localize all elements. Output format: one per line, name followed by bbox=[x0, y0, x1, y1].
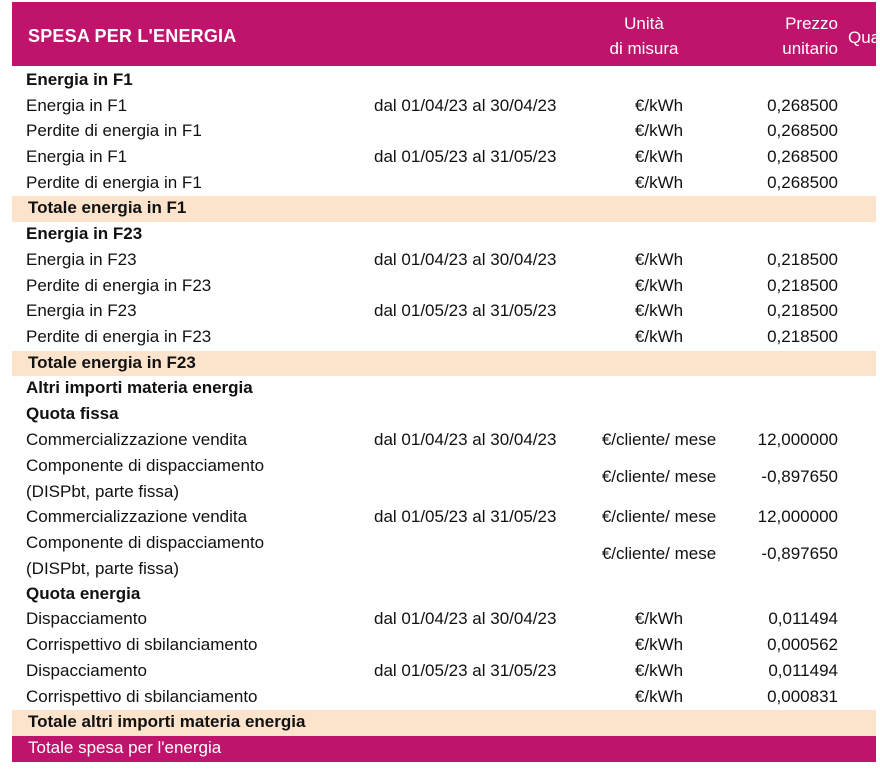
section-heading: Quota fissa bbox=[26, 403, 119, 423]
table-row bbox=[12, 685, 876, 711]
row-unit-price: 0,011494 bbox=[768, 609, 838, 629]
row-unit-price: 0,000831 bbox=[767, 686, 838, 706]
row-unit-price: 12,000000 bbox=[757, 429, 838, 449]
row-unit-price: 0,011494 bbox=[768, 660, 838, 680]
row-period: dal 01/05/23 al 31/05/23 bbox=[374, 506, 557, 526]
unit-header-line2: di misura bbox=[609, 39, 679, 58]
row-label: Perdite di energia in F23 bbox=[26, 275, 212, 295]
grand-total-row bbox=[12, 736, 876, 762]
section-heading-row bbox=[12, 68, 876, 94]
row-label: Commercializzazione vendita bbox=[26, 429, 248, 449]
row-period: dal 01/05/23 al 31/05/23 bbox=[374, 301, 557, 321]
row-unit-price: 0,268500 bbox=[767, 147, 838, 167]
subtotal-row bbox=[12, 710, 876, 736]
row-unit: €/kWh bbox=[634, 275, 684, 295]
table-row bbox=[12, 659, 876, 685]
section-heading: Energia in F1 bbox=[26, 70, 133, 89]
row-period: dal 01/05/23 al 31/05/23 bbox=[374, 660, 557, 680]
row-unit: €/kWh bbox=[634, 660, 684, 680]
row-label bbox=[26, 453, 264, 504]
subtotal-label: Totale energia in F1 bbox=[28, 198, 187, 218]
row-label-line2: (DISPbt, parte fissa) bbox=[26, 559, 180, 579]
table-row bbox=[12, 325, 876, 351]
row-label: Perdite di energia in F1 bbox=[26, 172, 202, 192]
price-column-header bbox=[718, 11, 838, 61]
row-label bbox=[26, 530, 264, 581]
row-unit: €/kWh bbox=[634, 635, 684, 655]
row-unit-price: 0,000562 bbox=[767, 635, 838, 655]
row-label: Corrispettivo di sbilanciamento bbox=[26, 635, 258, 655]
price-header-line2: unitario bbox=[782, 39, 838, 58]
row-label: Dispacciamento bbox=[26, 660, 147, 680]
row-label-line1: Componente di dispacciamento bbox=[26, 456, 265, 476]
row-label: Perdite di energia in F23 bbox=[26, 326, 212, 346]
row-label: Corrispettivo di sbilanciamento bbox=[26, 686, 258, 706]
row-label: Commercializzazione vendita bbox=[26, 506, 248, 526]
grand-total-label: Totale spesa per l'energia bbox=[28, 737, 222, 757]
quantity-column-header: Qua bbox=[848, 28, 880, 47]
row-unit: €/kWh bbox=[634, 172, 684, 192]
table-row bbox=[12, 633, 876, 659]
section-heading: Energia in F23 bbox=[26, 224, 143, 244]
table-row bbox=[12, 248, 876, 274]
table-row bbox=[12, 171, 876, 197]
table-header bbox=[12, 2, 880, 66]
row-label-line1: Componente di dispacciamento bbox=[26, 533, 265, 553]
row-unit-price: 0,268500 bbox=[767, 121, 838, 141]
subtotal-label: Totale altri importi materia energia bbox=[28, 712, 306, 732]
unit-header-line1: Unità bbox=[624, 14, 664, 33]
price-header-line1: Prezzo bbox=[785, 14, 838, 33]
subtotal-label: Totale energia in F23 bbox=[28, 352, 196, 372]
row-label: Energia in F23 bbox=[26, 301, 137, 321]
row-label: Energia in F1 bbox=[26, 147, 128, 167]
row-unit-price: 0,218500 bbox=[767, 275, 838, 295]
row-period: dal 01/04/23 al 30/04/23 bbox=[374, 249, 557, 269]
table-row bbox=[12, 505, 876, 531]
section-heading: Quota energia bbox=[26, 583, 141, 603]
table-row bbox=[12, 119, 876, 145]
table-body bbox=[12, 68, 876, 762]
row-unit: €/kWh bbox=[634, 95, 684, 115]
unit-column-header bbox=[584, 11, 704, 61]
row-unit: €/cliente/ mese bbox=[601, 544, 717, 564]
row-label: Perdite di energia in F1 bbox=[26, 121, 202, 141]
section-heading-row bbox=[12, 222, 876, 248]
row-unit-price: 0,218500 bbox=[767, 326, 838, 346]
table-row bbox=[12, 94, 876, 120]
table-row bbox=[12, 530, 876, 581]
row-unit-price: 12,000000 bbox=[757, 506, 838, 526]
row-label: Energia in F1 bbox=[26, 95, 128, 115]
row-period: dal 01/04/23 al 30/04/23 bbox=[374, 609, 557, 629]
table-row bbox=[12, 274, 876, 300]
row-unit: €/kWh bbox=[634, 301, 684, 321]
table-row bbox=[12, 453, 876, 504]
section-heading-row bbox=[12, 376, 876, 402]
subtotal-row bbox=[12, 351, 876, 377]
table-title: SPESA PER L'ENERGIA bbox=[28, 26, 237, 46]
row-label-line2: (DISPbt, parte fissa) bbox=[26, 482, 180, 502]
row-unit-price: 0,268500 bbox=[767, 172, 838, 192]
table-row bbox=[12, 145, 876, 171]
section-heading-row bbox=[12, 582, 876, 608]
row-unit: €/cliente/ mese bbox=[601, 429, 717, 449]
section-heading-row bbox=[12, 402, 876, 428]
row-unit: €/kWh bbox=[634, 609, 684, 629]
row-period: dal 01/04/23 al 30/04/23 bbox=[374, 429, 557, 449]
row-unit-price: 0,218500 bbox=[767, 249, 838, 269]
section-heading: Altri importi materia energia bbox=[26, 378, 253, 398]
row-unit: €/kWh bbox=[634, 147, 684, 167]
table-row bbox=[12, 299, 876, 325]
table-row bbox=[12, 428, 876, 454]
subtotal-row bbox=[12, 196, 876, 222]
row-unit: €/kWh bbox=[634, 121, 684, 141]
row-unit: €/kWh bbox=[634, 326, 684, 346]
row-label: Dispacciamento bbox=[26, 609, 147, 629]
row-unit-price: 0,268500 bbox=[767, 95, 838, 115]
row-unit: €/kWh bbox=[634, 249, 684, 269]
row-label: Energia in F23 bbox=[26, 249, 137, 269]
row-unit: €/kWh bbox=[634, 686, 684, 706]
row-unit-price: -0,897650 bbox=[761, 544, 838, 564]
row-unit-price: 0,218500 bbox=[767, 301, 838, 321]
row-unit: €/cliente/ mese bbox=[601, 506, 717, 526]
row-unit-price: -0,897650 bbox=[761, 467, 838, 487]
row-unit: €/cliente/ mese bbox=[601, 467, 717, 487]
row-period: dal 01/04/23 al 30/04/23 bbox=[374, 95, 557, 115]
row-period: dal 01/05/23 al 31/05/23 bbox=[374, 147, 557, 167]
table-row bbox=[12, 607, 876, 633]
